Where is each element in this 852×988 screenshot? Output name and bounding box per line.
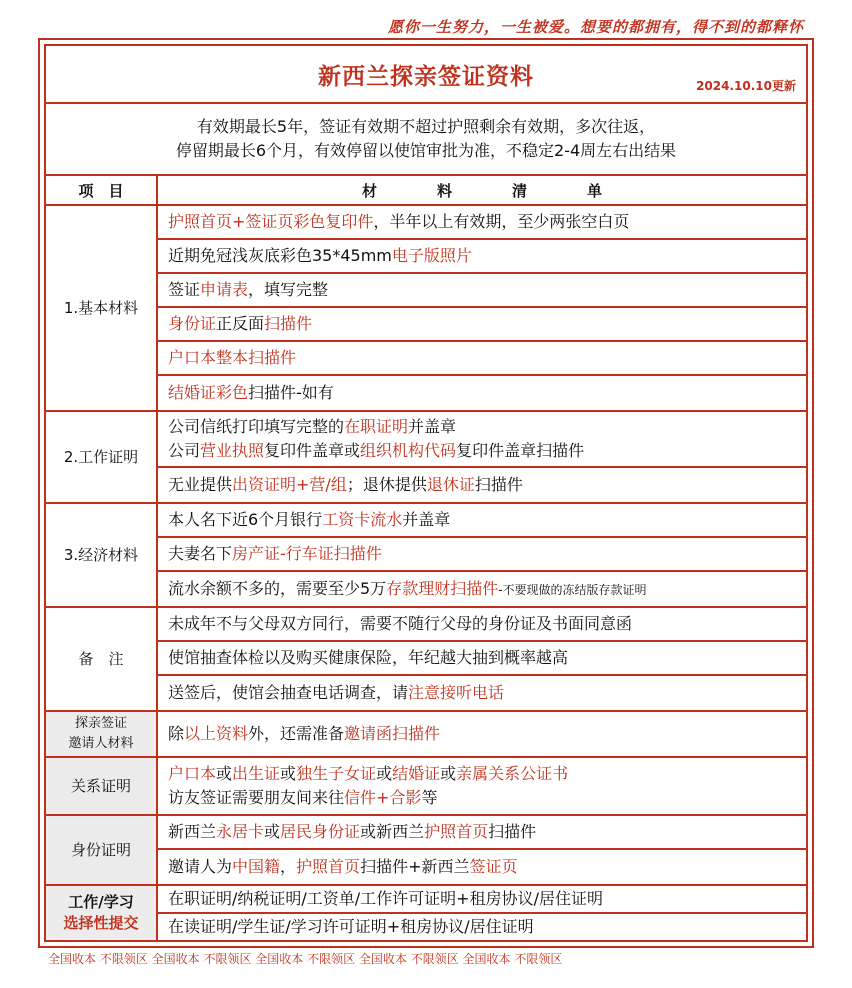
- item-text: 扫描件: [474, 475, 523, 494]
- list-item: [158, 572, 806, 606]
- section-rows: [158, 504, 806, 606]
- list-item: [158, 240, 806, 274]
- list-item: [158, 412, 806, 468]
- item-text: 在职证明/纳税证明/工资单/工作许可证明+租房协议/居住证明: [168, 889, 603, 908]
- intro-summary: [46, 104, 806, 176]
- visa-document: [38, 38, 814, 948]
- list-item: [158, 850, 806, 884]
- item-text: 签证: [168, 280, 201, 299]
- highlight-text: 营业执照: [200, 441, 265, 460]
- item-text: 除: [168, 724, 185, 743]
- highlight-text: 护照首页+签证页彩色复印件: [168, 212, 374, 231]
- label-line: 工作/学习: [68, 893, 134, 911]
- list-item: [158, 758, 806, 814]
- section-label: [46, 712, 158, 756]
- section-label: 3.经济材料: [46, 504, 158, 606]
- item-text: 在读证明/学生证/学习许可证明+租房协议/居住证明: [168, 917, 534, 936]
- highlight-text: 结婚证: [392, 764, 441, 783]
- item-text: 未成年不与父母双方同行，需要不随行父母的身份证及书面同意函: [168, 614, 633, 633]
- item-text: 扫描件: [488, 822, 537, 841]
- label-line: 邀请人材料: [68, 736, 134, 751]
- title-row: [46, 46, 806, 104]
- item-text: ，: [280, 857, 297, 876]
- item-text: ，半年以上有效期，至少两张空白页: [373, 212, 630, 231]
- section-label: [46, 886, 158, 940]
- section-rows: [158, 206, 806, 410]
- section-label: 1.基本材料: [46, 206, 158, 410]
- section-basic-materials: [46, 206, 806, 412]
- item-text: 并盖章: [408, 417, 457, 436]
- list-item: [158, 642, 806, 676]
- list-item: [158, 712, 806, 756]
- highlight-text: 申请表: [200, 280, 249, 299]
- section-label: 关系证明: [46, 758, 158, 814]
- highlight-text: 护照首页: [424, 822, 489, 841]
- item-text: 或: [280, 764, 297, 783]
- highlight-text: 工资卡流水: [322, 510, 403, 529]
- item-text: 复印件盖章扫描件: [456, 441, 585, 460]
- highlight-text: 邀请函扫描件: [344, 724, 441, 743]
- highlight-text: 电子版照片: [391, 246, 472, 265]
- highlight-text: 信件+合影: [344, 788, 422, 807]
- section-rows: [158, 758, 806, 814]
- highlight-text: 在职证明: [344, 417, 409, 436]
- list-item: [158, 342, 806, 376]
- section-label: 2.工作证明: [46, 412, 158, 502]
- highlight-text: 户口本整本扫描件: [168, 348, 297, 367]
- section-notes: [46, 608, 806, 712]
- list-item: [158, 376, 806, 410]
- list-item: [158, 914, 806, 940]
- list-item: [158, 538, 806, 572]
- highlight-text: 房产证-行车证扫描件: [232, 544, 382, 563]
- item-text: 访友签证需要朋友间来往: [168, 788, 345, 807]
- intro-line-2: 停留期最长6个月，有效停留以使馆审批为准，不稳定2-4周左右出结果: [175, 141, 677, 160]
- item-text: 使馆抽查体检以及购买健康保险，年纪越大抽到概率越高: [168, 648, 569, 667]
- section-rows: [158, 412, 806, 502]
- highlight-text: 出生证: [232, 764, 281, 783]
- highlight-text: 护照首页: [296, 857, 361, 876]
- item-text: 新西兰: [168, 822, 217, 841]
- highlight-text: 户口本: [168, 764, 217, 783]
- list-item: [158, 816, 806, 850]
- section-rows: [158, 816, 806, 884]
- item-text: 或: [264, 822, 281, 841]
- highlight-text: 结婚证彩色: [168, 383, 249, 402]
- list-item: [158, 504, 806, 538]
- item-text: ，填写完整: [248, 280, 329, 299]
- highlight-text: 以上资料: [184, 724, 249, 743]
- highlight-text: 身份证: [168, 314, 217, 333]
- list-item: [158, 676, 806, 710]
- list-item: [158, 308, 806, 342]
- item-text: 复印件盖章或: [264, 441, 361, 460]
- highlight-text: 居民身份证: [280, 822, 361, 841]
- highlight-text: 亲属关系公证书: [456, 764, 569, 783]
- section-work-study: [46, 886, 806, 940]
- item-text: 无业提供: [168, 475, 233, 494]
- item-text: ；退休提供: [346, 475, 427, 494]
- list-item: [158, 608, 806, 642]
- item-text: 近期免冠浅灰底彩色35*45mm: [168, 246, 392, 265]
- highlight-text: 组织机构代码: [360, 441, 457, 460]
- section-work-proof: [46, 412, 806, 504]
- section-identity-proof: [46, 816, 806, 886]
- list-item: [158, 886, 806, 914]
- item-text: 正反面: [216, 314, 265, 333]
- section-inviter-materials: [46, 712, 806, 758]
- item-text: 夫妻名下: [168, 544, 233, 563]
- highlight-text: 永居卡: [216, 822, 265, 841]
- section-rows: [158, 712, 806, 756]
- item-text: 公司: [168, 441, 201, 460]
- highlight-text: 扫描件: [264, 314, 313, 333]
- highlight-text: 存款理财扫描件: [386, 578, 499, 598]
- table-header: [46, 176, 806, 206]
- section-label: 身份证明: [46, 816, 158, 884]
- header-item: 项 目: [46, 176, 158, 204]
- intro-line-1: 有效期最长5年，签证有效期不超过护照剩余有效期，多次往返，: [196, 117, 656, 136]
- item-text: 或: [440, 764, 457, 783]
- highlight-text: 签证页: [469, 857, 518, 876]
- item-text: 或: [376, 764, 393, 783]
- footer-note: 全国收本 不限领区 全国收本 不限领区 全国收本 不限领区 全国收本 不限领区 全国收本 不限领区: [48, 952, 563, 966]
- header-materials: 材 料 清 单: [361, 181, 602, 200]
- list-item: [158, 468, 806, 502]
- item-text: 扫描件+新西兰: [360, 857, 470, 876]
- slogan-banner: 愿你一生努力，一生被爱。想要的都拥有，得不到的都释怀: [387, 18, 804, 36]
- item-note: -不要现做的冻结版存款证明: [498, 582, 647, 597]
- item-text: 本人名下近6个月银行: [168, 510, 323, 529]
- item-text: 或新西兰: [360, 822, 425, 841]
- highlight-text: 退休证: [426, 475, 475, 494]
- highlight-text: 独生子女证: [296, 764, 377, 783]
- label-line: 选择性提交: [63, 914, 139, 932]
- highlight-text: 出资证明+营/组: [232, 475, 347, 494]
- page-title: 新西兰探亲签证资料: [318, 63, 534, 90]
- item-text: 等: [421, 788, 438, 807]
- item-text: 或: [216, 764, 233, 783]
- item-text: 送签后，使馆会抽查电话调查，请: [168, 683, 409, 702]
- section-relationship-proof: [46, 758, 806, 816]
- section-label: 备 注: [46, 608, 158, 710]
- item-text: 并盖章: [402, 510, 451, 529]
- section-financial-materials: [46, 504, 806, 608]
- list-item: [158, 274, 806, 308]
- section-rows: [158, 608, 806, 710]
- item-text: 邀请人为: [168, 857, 233, 876]
- highlight-text: 中国籍: [232, 857, 281, 876]
- update-date: 2024.10.10更新: [696, 79, 796, 93]
- section-rows: [158, 886, 806, 940]
- item-text: 流水余额不多的，需要至少5万: [168, 578, 387, 598]
- item-text: 外，还需准备: [248, 724, 345, 743]
- item-text: 公司信纸打印填写完整的: [168, 417, 345, 436]
- list-item: [158, 206, 806, 240]
- label-line: 探亲签证: [74, 716, 127, 731]
- highlight-text: 注意接听电话: [408, 683, 505, 702]
- item-text: 扫描件-如有: [248, 383, 334, 402]
- document-frame: [44, 44, 808, 942]
